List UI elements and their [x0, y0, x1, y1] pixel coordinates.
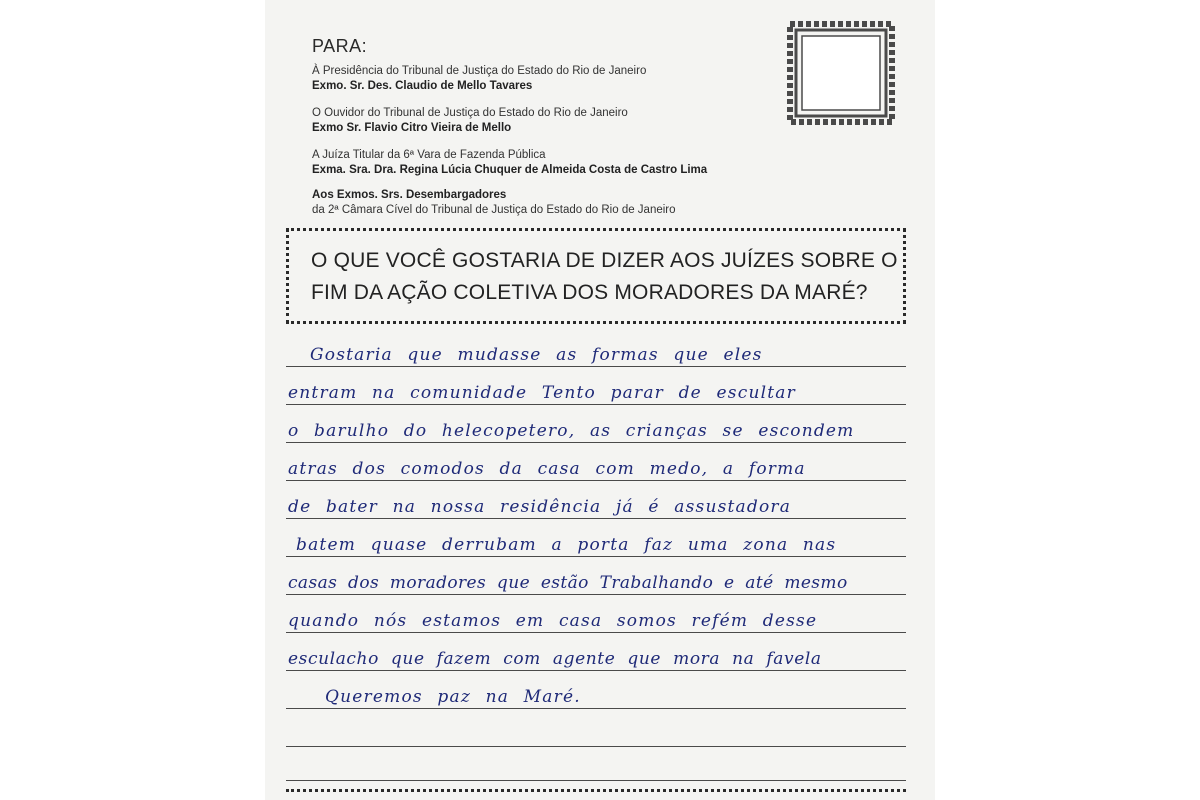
question-box — [286, 228, 906, 324]
handwritten-line-10: Queremos paz na Maré. — [325, 687, 581, 707]
recipient-1-name: Exmo. Sr. Des. Claudio de Mello Tavares — [312, 80, 533, 92]
writing-line — [286, 746, 906, 747]
writing-line — [286, 780, 906, 781]
writing-line — [286, 480, 906, 481]
writing-line — [286, 708, 906, 709]
handwritten-line-3: o barulho do helecopetero, as crianças se escondem — [288, 421, 855, 441]
writing-line — [286, 670, 906, 671]
recipient-4 — [312, 188, 676, 218]
recipient-4-title: Aos Exmos. Srs. Desembargadores — [312, 189, 507, 201]
recipient-2-name: Exmo Sr. Flavio Citro Vieira de Mello — [312, 122, 512, 134]
recipient-4-name: da 2ª Câmara Cível do Tribunal de Justiça do Estado do Rio de Janeiro — [312, 204, 676, 216]
para-label: PARA: — [312, 36, 368, 56]
writing-line — [286, 594, 906, 595]
writing-line — [286, 518, 906, 519]
question-line-1: O QUE VOCÊ GOSTARIA DE DIZER AOS JUÍZES SOBRE O — [311, 249, 898, 272]
writing-line — [286, 442, 906, 443]
writing-line — [286, 366, 906, 367]
postage-stamp-icon — [786, 20, 896, 126]
bottom-dotted-border — [286, 789, 906, 792]
handwritten-line-8: quando nós estamos em casa somos refém desse — [288, 611, 818, 631]
handwritten-line-5: de bater na nossa residência já é assustadora — [288, 497, 792, 517]
handwritten-line-9: esculacho que fazem com agente que mora na favela — [288, 649, 822, 669]
recipient-2-title: O Ouvidor do Tribunal de Justiça do Estado do Rio de Janeiro — [312, 107, 628, 119]
recipient-3-name: Exma. Sra. Dra. Regina Lúcia Chuquer de Almeida Costa de Castro Lima — [312, 164, 708, 176]
recipient-3 — [312, 148, 707, 178]
handwritten-line-6: batem quase derrubam a porta faz uma zona nas — [296, 535, 837, 555]
writing-line — [286, 556, 906, 557]
recipient-3-title: A Juíza Titular da 6ª Vara de Fazenda Pública — [312, 149, 546, 161]
question-text — [311, 245, 901, 309]
question-line-2: FIM DA AÇÃO COLETIVA DOS MORADORES DA MARÉ? — [311, 281, 868, 304]
writing-line — [286, 632, 906, 633]
writing-line — [286, 404, 906, 405]
handwritten-line-1: Gostaria que mudasse as formas que eles — [310, 345, 763, 365]
handwritten-line-4: atras dos comodos da casa com medo, a forma — [288, 459, 806, 479]
recipient-1 — [312, 64, 646, 94]
handwritten-line-2: entram na comunidade Tento parar de escultar — [288, 383, 796, 403]
recipient-2 — [312, 106, 628, 136]
recipient-1-title: À Presidência do Tribunal de Justiça do Estado do Rio de Janeiro — [312, 65, 647, 77]
handwritten-line-7: casas dos moradores que estão Trabalhando e até mesmo — [288, 573, 848, 593]
